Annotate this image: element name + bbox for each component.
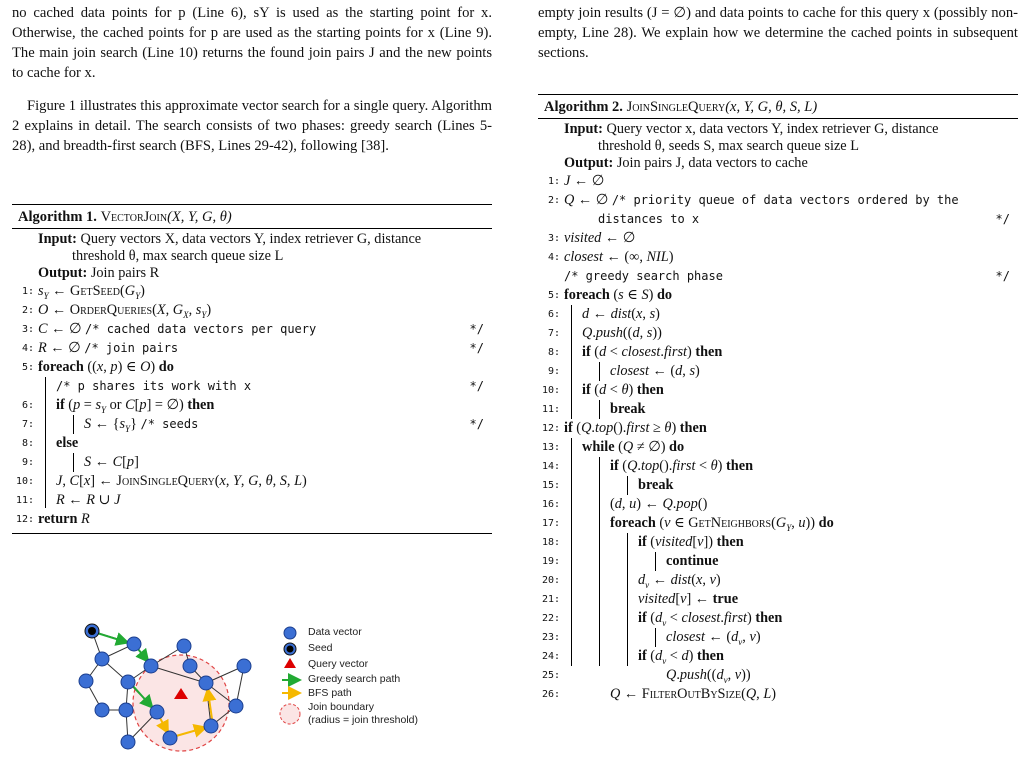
algorithm-input: Input: Query vector x, data vectors Y, index retriever G, distance <box>564 121 939 137</box>
algo-line: 20: $d_v$ ← dist(x, v) <box>541 572 721 590</box>
paragraph-text: empty join results (J = ∅) and data points to cache for this query x (possibly non-empty, Line 28). We explain how we determine the cached points in subsequent sections. <box>538 5 1018 61</box>
algorithm-label: Algorithm 1. <box>18 209 97 225</box>
algo-line: 23: closest ← ($d_v$, v) <box>541 629 761 647</box>
algorithm-label: Algorithm 2. <box>544 99 623 115</box>
algo-line: 5: foreach ((x, p) ∈ O) do <box>21 359 174 375</box>
legend-bfs: BFS path <box>308 687 352 699</box>
algo-line: 6: if ($p = s_Y$ or C[p] = ∅) then <box>21 397 215 415</box>
algorithm-input: Input: Query vectors X, data vectors Y, index retriever G, distance <box>38 231 422 247</box>
rule <box>12 533 492 534</box>
algorithm-args: (x, Y, G, θ, S, L) <box>725 99 818 115</box>
legend-query-icon <box>284 658 296 668</box>
algorithm-output: Output: Join pairs J, data vectors to cache <box>564 155 808 171</box>
block-bar <box>599 362 600 381</box>
algo-line: 17: foreach (v ∈ $GetNeighbors(G_Y$, u)) do <box>541 515 834 533</box>
algo-line: 1: J ← ∅ <box>547 173 605 189</box>
block-bar <box>627 476 628 495</box>
algorithm-body <box>12 282 492 529</box>
algo-line: 3: C ← ∅ /* cached data vectors per query */ <box>21 321 484 337</box>
algo-line: 8: if (d < closest.first) then <box>547 344 723 360</box>
algorithm-2 <box>538 94 1018 704</box>
block-bar <box>627 533 628 666</box>
left-paragraph-2 <box>12 96 492 156</box>
algo-line: 2: O ← OrderQueries(X, $G_X$, $s_Y$) <box>21 302 212 320</box>
algo-line: 2: Q ← ∅ /* priority queue of data vectors ordered by the <box>547 192 959 208</box>
algo-line: 13: while (Q ≠ ∅) do <box>541 439 685 455</box>
algo-line: /* greedy search phase */ <box>564 269 1010 283</box>
algo-line: 19: continue <box>541 553 719 569</box>
algo-line: 16: (d, u) ← Q.pop() <box>541 496 708 512</box>
right-paragraph-1 <box>538 3 1018 63</box>
algo-line: 18: if (visited[v]) then <box>541 534 744 550</box>
block-bar <box>45 377 46 508</box>
algo-line: distances to x */ <box>598 212 1010 226</box>
algo-line: 25: $Q.push((d_v$, v)) <box>541 667 751 685</box>
paragraph-text: no cached data points for p (Line 6), sY is used as the starting point for x. Otherwise, the cached points for p are used as the starting points for x (Line 9). The main join search (Line 10) returns the found join pairs J and the new points to cache for x. <box>12 5 492 81</box>
paragraph-text: Figure 1 illustrates this approximate vector search for a single query. Algorithm 2 explains in detail. The search consists of two phases: greedy search (Lines 5-28), and breadth-first search (BFS, Lines 29-42), following [38]. <box>12 98 492 154</box>
algorithm-body <box>538 172 1018 704</box>
algo-line: 10: J, C[x] ← JoinSingleQuery(x, Y, G, θ, S, L) <box>15 473 307 489</box>
algo-line: 7: S ← $\{s_Y\}$ /* seeds */ <box>21 416 484 434</box>
block-bar <box>571 305 572 419</box>
algo-line: 6: d ← dist(x, s) <box>547 306 660 322</box>
algo-line: 10: if (d < θ) then <box>541 382 664 398</box>
algo-line: 22: if ($d_v$ < closest.first) then <box>541 610 783 628</box>
algorithm-name: JoinSingleQuery <box>626 99 726 115</box>
block-bar <box>655 628 656 647</box>
algo-line: 21: visited[v] ← true <box>541 591 739 607</box>
algo-line: 14: if (Q.top().first < θ) then <box>541 458 754 474</box>
algo-line: 8: else <box>21 435 79 451</box>
algo-line: 5: foreach (s ∈ S) do <box>547 287 673 303</box>
algo-line: 9: S ← C[p] <box>21 454 139 470</box>
algo-line: 4: R ← ∅ /* join pairs */ <box>21 340 484 356</box>
algo-line: 9: closest ← (d, s) <box>547 363 700 379</box>
algo-line: 26: Q ← FilterOutBySize(Q, L) <box>541 686 777 702</box>
algo-line: 3: visited ← ∅ <box>547 230 636 246</box>
algo-line: 11: R ← R ∪ J <box>15 492 121 508</box>
legend-boundary-note: (radius = join threshold) <box>308 714 419 726</box>
block-bar <box>599 457 600 666</box>
algo-line: 7: Q.push((d, s)) <box>547 325 662 341</box>
algo-line: 12: return R <box>15 511 90 527</box>
legend-seed: Seed <box>308 642 333 654</box>
algorithm-name: VectorJoin <box>100 209 168 225</box>
algorithm-output: Output: Join pairs R <box>38 265 160 281</box>
algorithm-2-header <box>538 95 1018 119</box>
algo-line: 11: break <box>541 401 646 417</box>
legend-greedy: Greedy search path <box>308 673 401 685</box>
algorithm-args: (X, Y, G, θ) <box>167 209 232 225</box>
block-bar <box>73 415 74 434</box>
legend-data: Data vector <box>308 626 362 638</box>
algorithm-1-header <box>12 205 492 229</box>
legend-boundary: Join boundary <box>308 701 374 713</box>
algo-line: 12: if (Q.top().first ≥ θ) then <box>541 420 707 436</box>
block-bar <box>599 400 600 419</box>
algorithm-input-cont: threshold θ, max search queue size L <box>72 248 284 264</box>
block-bar <box>571 438 572 666</box>
legend-boundary-icon <box>280 704 300 724</box>
algo-line: 24: if $(d_v < d)$ then <box>541 648 724 666</box>
figure-graph <box>50 606 480 766</box>
seed-dot <box>88 627 96 635</box>
block-bar <box>655 552 656 571</box>
algo-line: 4: closest ← (∞, NIL) <box>547 249 674 265</box>
algorithm-input-cont: threshold θ, seeds S, max search queue size L <box>598 138 859 154</box>
figure-1 <box>50 606 480 766</box>
algo-line: 15: break <box>541 477 674 493</box>
left-paragraph-1 <box>12 3 492 83</box>
legend-data-icon <box>284 627 296 639</box>
algo-line: 1: $s_Y$ ← $GetSeed(G_Y)$ <box>21 283 145 301</box>
legend-query: Query vector <box>308 658 369 670</box>
block-bar <box>73 453 74 472</box>
algo-line: /* p shares its work with x */ <box>56 379 484 393</box>
algorithm-1 <box>12 204 492 534</box>
